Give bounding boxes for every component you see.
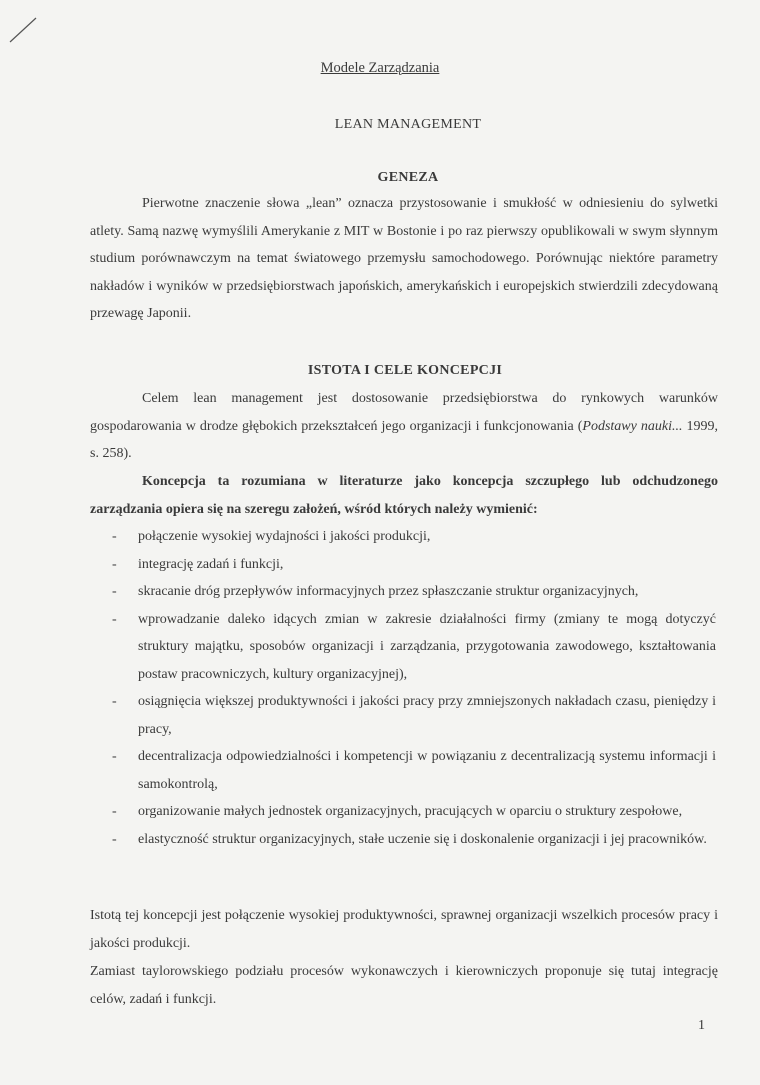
istota-paragraph-end: 1999, s. 258). bbox=[90, 418, 718, 461]
closing-paragraph-1: Istotą tej koncepcji jest połączenie wysokiej produktywności, sprawnej organizacji wszelkich procesów pracy i jakości produkcji. bbox=[90, 908, 718, 951]
section-heading-istota: ISTOTA I CELE KONCEPCJI bbox=[307, 363, 503, 378]
assumptions-list bbox=[110, 523, 716, 853]
bullet-dash: - bbox=[112, 556, 117, 572]
list-item bbox=[110, 523, 716, 551]
bullet-dash: - bbox=[112, 749, 117, 764]
section-heading-geneza: GENEZA bbox=[377, 170, 439, 185]
document-title: Modele Zarządzania bbox=[320, 60, 440, 76]
list-item bbox=[110, 826, 716, 854]
list-item-text: osiągnięcia większej produktywności i jakości pracy przy zmniejszonych nakładach czasu, pieniędzy i pracy, bbox=[138, 694, 716, 737]
koncepcja-intro: Koncepcja ta rozumiana w literaturze jako koncepcja szczupłego lub odchudzonego zarządzania opiera się na szeregu założeń, wśród których należy wymienić: bbox=[90, 474, 718, 517]
citation: Podstawy nauki... bbox=[582, 418, 683, 434]
geneza-paragraph: Pierwotne znaczenie słowa „lean” oznacza przystosowanie i smukłość w odniesieniu do sylwetki atlety. Samą nazwę wymyślili Amerykanie z MIT w Bostonie i po raz pierwszy opublikowali w swym słynnym studium porównawczym na temat światowego przemysłu samochodowego. Porównując niektóre parametry nakładów i wyników w przedsiębiorstwach japońskich, amerykańskich i europejskich stwierdzili zdecydowaną przewagę Japonii. bbox=[90, 196, 718, 321]
bullet-dash: - bbox=[112, 529, 117, 544]
list-item-text: skracanie dróg przepływów informacyjnych przez spłaszczanie struktur organizacyjnych, bbox=[138, 584, 639, 599]
istota-paragraph-main: Celem lean management jest dostosowanie przedsiębiorstwa do rynkowych warunków gospodarowania w drodze głębokich przekształceń jego organizacji i funkcjonowania ( bbox=[90, 391, 718, 434]
bullet-dash: - bbox=[112, 584, 117, 599]
list-item bbox=[110, 551, 716, 579]
list-item-text: integrację zadań i funkcji, bbox=[138, 556, 284, 572]
list-item bbox=[110, 606, 716, 689]
list-item-text: połączenie wysokiej wydajności i jakości produkcji, bbox=[138, 529, 431, 544]
bullet-dash: - bbox=[112, 694, 117, 709]
main-heading: LEAN MANAGEMENT bbox=[334, 117, 482, 132]
page-number: 1 bbox=[698, 1018, 705, 1033]
list-item bbox=[110, 798, 716, 826]
list-item bbox=[110, 688, 716, 743]
bullet-dash: - bbox=[112, 804, 117, 819]
list-item-text: elastyczność struktur organizacyjnych, stałe uczenie się i doskonalenie organizacji i jej pracowników. bbox=[138, 831, 707, 847]
istota-paragraph bbox=[90, 385, 718, 468]
list-item-text: organizowanie małych jednostek organizacyjnych, pracujących w oparciu o struktury zespołowe, bbox=[138, 804, 683, 819]
list-item-text: wprowadzanie daleko idących zmian w zakresie działalności firmy (zmiany te mogą dotyczyć struktury majątku, sposobów organizacji i zarządzania, przygotowania zawodowego, kształtowania postaw pracowniczych, kultury organizacyjnej), bbox=[138, 611, 716, 682]
closing-paragraph-2: Zamiast taylorowskiego podziału procesów wykonawczych i kierowniczych proponuje się tutaj integrację celów, zadań i funkcji. bbox=[90, 964, 718, 1007]
bullet-dash: - bbox=[112, 831, 117, 847]
list-item-text: decentralizacja odpowiedzialności i kompetencji w powiązaniu z decentralizacją systemu informacji i samokontrolą, bbox=[138, 749, 716, 792]
pen-stroke-mark bbox=[6, 8, 46, 48]
bullet-dash: - bbox=[112, 611, 117, 627]
list-item bbox=[110, 743, 716, 798]
list-item bbox=[110, 578, 716, 606]
